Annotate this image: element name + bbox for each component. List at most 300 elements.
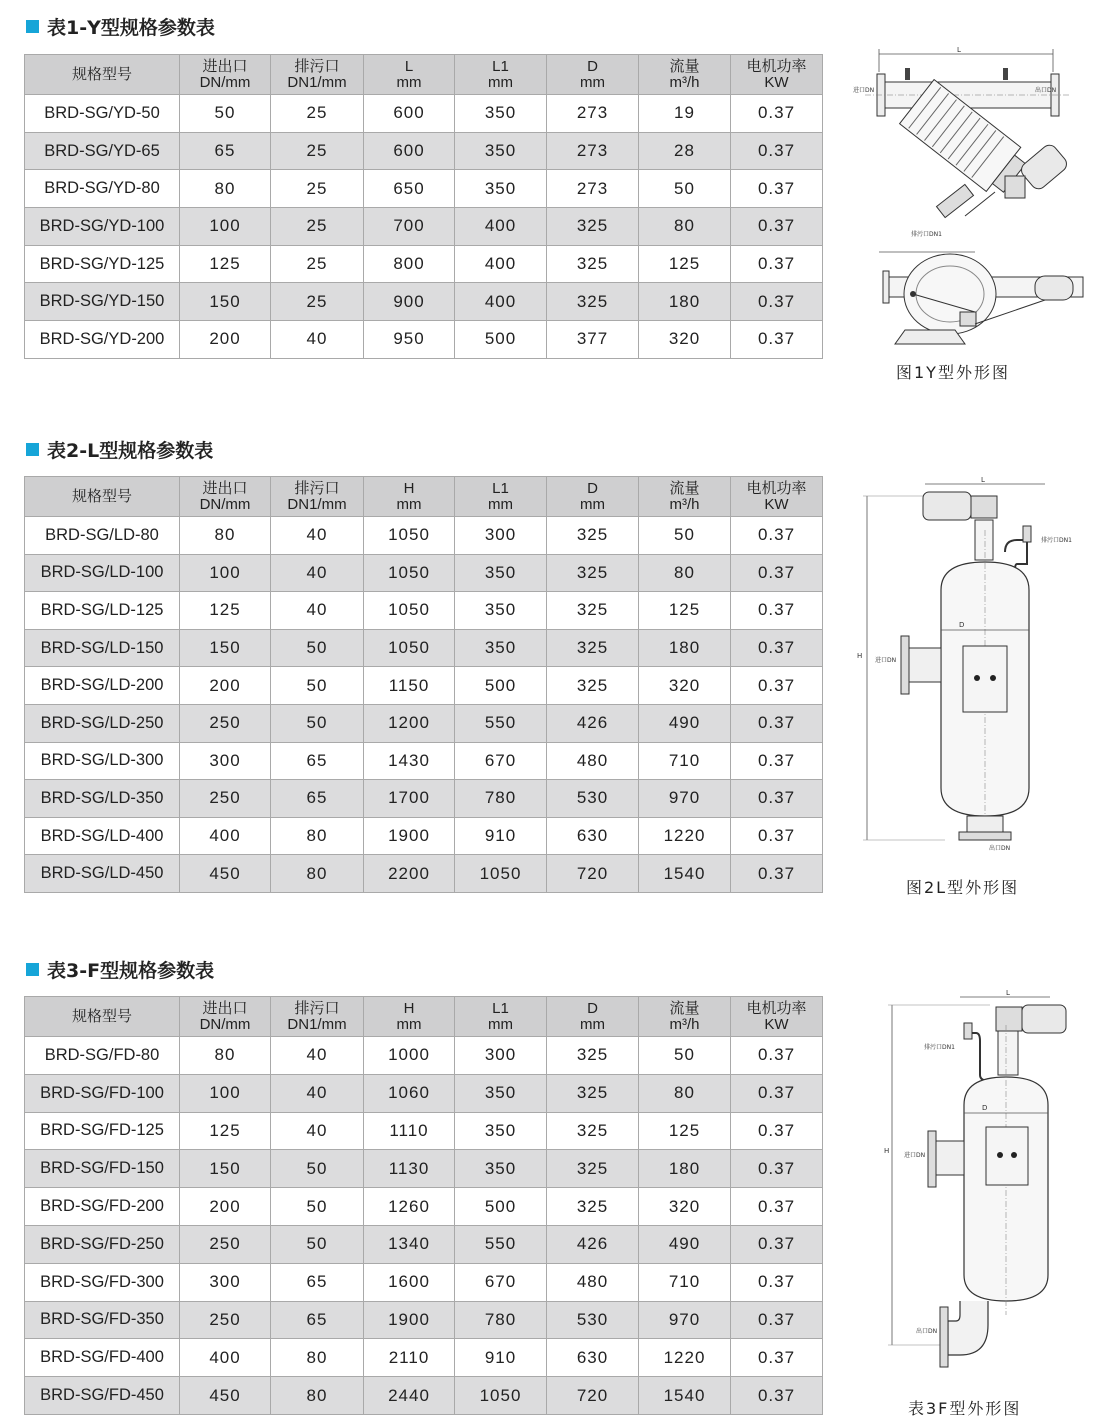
cell-drain-dn1: 25	[271, 170, 364, 208]
table3-header-row	[25, 997, 823, 1037]
table-row	[25, 1377, 823, 1415]
table-row	[25, 132, 823, 170]
table3-title	[26, 956, 214, 983]
cell-diameter: 325	[547, 629, 639, 667]
cell-drain-dn1: 50	[271, 704, 364, 742]
cell-diameter: 720	[547, 855, 639, 893]
header-inlet: 进出口 DN/mm	[180, 997, 271, 1037]
cell-model: BRD-SG/YD-200	[25, 321, 180, 359]
cell-drain-dn1: 50	[271, 629, 364, 667]
cell-length: 1000	[364, 1037, 455, 1075]
cell-diameter: 426	[547, 1225, 639, 1263]
cell-length: 1700	[364, 780, 455, 818]
figure2-l-type-diagram	[855, 470, 1085, 864]
figure2-caption: 图2L型外形图	[906, 878, 1020, 897]
cell-model: BRD-SG/FD-100	[25, 1074, 180, 1112]
table2-header-row	[25, 477, 823, 517]
cell-diameter: 273	[547, 132, 639, 170]
cell-l1: 350	[455, 1112, 547, 1150]
cell-diameter: 720	[547, 1377, 639, 1415]
table-row	[25, 780, 823, 818]
cell-power: 0.37	[731, 742, 823, 780]
header-drain: 排污口 DN1/mm	[271, 55, 364, 95]
cell-model: BRD-SG/LD-125	[25, 592, 180, 630]
cell-length: 1340	[364, 1225, 455, 1263]
table1-title	[26, 13, 215, 40]
cell-flow: 180	[639, 1150, 731, 1188]
cell-flow: 490	[639, 704, 731, 742]
header-power: 电机功率 KW	[731, 997, 823, 1037]
header-model: 规格型号	[25, 477, 180, 517]
cell-flow: 180	[639, 629, 731, 667]
cell-inlet-dn: 450	[180, 1377, 271, 1415]
table-row	[25, 1188, 823, 1226]
cell-l1: 780	[455, 780, 547, 818]
cell-inlet-dn: 80	[180, 170, 271, 208]
cell-flow: 125	[639, 592, 731, 630]
cell-length: 1050	[364, 592, 455, 630]
cell-drain-dn1: 65	[271, 1301, 364, 1339]
table-row	[25, 1150, 823, 1188]
cell-power: 0.37	[731, 592, 823, 630]
table2-title-text: 表2-L型规格参数表	[47, 440, 214, 462]
header-drain: 排污口 DN1/mm	[271, 477, 364, 517]
cell-inlet-dn: 150	[180, 283, 271, 321]
f-dim-D: D	[982, 1104, 988, 1112]
y-dim-L: L	[957, 46, 961, 54]
table2-title	[26, 436, 213, 463]
cell-drain-dn1: 25	[271, 132, 364, 170]
cell-flow: 180	[639, 283, 731, 321]
cell-flow: 125	[639, 245, 731, 283]
table-row	[25, 704, 823, 742]
cell-inlet-dn: 450	[180, 855, 271, 893]
cell-power: 0.37	[731, 170, 823, 208]
header-flow: 流量 m³/h	[639, 477, 731, 517]
table-row	[25, 1074, 823, 1112]
cell-drain-dn1: 40	[271, 1074, 364, 1112]
table-row	[25, 1301, 823, 1339]
cell-diameter: 325	[547, 1074, 639, 1112]
header-inlet: 进出口 DN/mm	[180, 55, 271, 95]
cell-flow: 19	[639, 95, 731, 133]
blue-square-icon	[26, 963, 39, 976]
cell-model: BRD-SG/YD-125	[25, 245, 180, 283]
cell-l1: 350	[455, 1150, 547, 1188]
cell-l1: 350	[455, 132, 547, 170]
cell-inlet-dn: 150	[180, 1150, 271, 1188]
f-dim-H: H	[884, 1147, 890, 1155]
cell-power: 0.37	[731, 667, 823, 705]
header-H: H mm	[364, 477, 455, 517]
header-flow: 流量 m³/h	[639, 55, 731, 95]
cell-length: 1150	[364, 667, 455, 705]
header-D: D mm	[547, 477, 639, 517]
cell-diameter: 325	[547, 667, 639, 705]
cell-l1: 550	[455, 1225, 547, 1263]
cell-length: 1430	[364, 742, 455, 780]
cell-flow: 710	[639, 1263, 731, 1301]
cell-length: 1110	[364, 1112, 455, 1150]
cell-power: 0.37	[731, 1377, 823, 1415]
cell-l1: 1050	[455, 855, 547, 893]
cell-inlet-dn: 80	[180, 517, 271, 555]
cell-flow: 320	[639, 321, 731, 359]
cell-length: 600	[364, 132, 455, 170]
table2-spec-table	[24, 476, 823, 893]
y-label-outlet: 出口DN	[1035, 87, 1057, 94]
cell-diameter: 426	[547, 704, 639, 742]
header-H: H mm	[364, 997, 455, 1037]
l-label-drain: 排污口DN1	[1041, 537, 1072, 544]
cell-diameter: 325	[547, 1112, 639, 1150]
table-row	[25, 95, 823, 133]
cell-l1: 670	[455, 1263, 547, 1301]
cell-model: BRD-SG/YD-150	[25, 283, 180, 321]
cell-model: BRD-SG/LD-80	[25, 517, 180, 555]
cell-power: 0.37	[731, 245, 823, 283]
figure1-y-type-diagram	[845, 44, 1085, 368]
cell-model: BRD-SG/FD-300	[25, 1263, 180, 1301]
cell-diameter: 325	[547, 592, 639, 630]
cell-drain-dn1: 65	[271, 1263, 364, 1301]
cell-model: BRD-SG/YD-65	[25, 132, 180, 170]
header-drain: 排污口 DN1/mm	[271, 997, 364, 1037]
y-label-drain: 排污口DN1	[911, 231, 942, 238]
cell-drain-dn1: 50	[271, 667, 364, 705]
cell-diameter: 325	[547, 283, 639, 321]
cell-power: 0.37	[731, 855, 823, 893]
cell-flow: 80	[639, 208, 731, 246]
cell-l1: 910	[455, 817, 547, 855]
cell-diameter: 377	[547, 321, 639, 359]
table-row	[25, 245, 823, 283]
cell-power: 0.37	[731, 208, 823, 246]
cell-l1: 350	[455, 1074, 547, 1112]
cell-inlet-dn: 400	[180, 1339, 271, 1377]
cell-power: 0.37	[731, 817, 823, 855]
cell-l1: 910	[455, 1339, 547, 1377]
table-row	[25, 517, 823, 555]
cell-model: BRD-SG/LD-300	[25, 742, 180, 780]
table3-spec-table	[24, 996, 823, 1415]
header-inlet: 进出口 DN/mm	[180, 477, 271, 517]
header-L: L mm	[364, 55, 455, 95]
cell-model: BRD-SG/LD-250	[25, 704, 180, 742]
cell-inlet-dn: 250	[180, 1225, 271, 1263]
header-power: 电机功率 KW	[731, 477, 823, 517]
l-dim-H: H	[857, 652, 863, 660]
table-row	[25, 321, 823, 359]
table3-title-text: 表3-F型规格参数表	[47, 960, 215, 982]
cell-diameter: 273	[547, 95, 639, 133]
cell-diameter: 530	[547, 1301, 639, 1339]
table-row	[25, 592, 823, 630]
header-model: 规格型号	[25, 997, 180, 1037]
cell-flow: 50	[639, 517, 731, 555]
table-row	[25, 1263, 823, 1301]
f-dim-L: L	[1006, 989, 1010, 997]
cell-l1: 670	[455, 742, 547, 780]
cell-model: BRD-SG/FD-250	[25, 1225, 180, 1263]
cell-model: BRD-SG/LD-150	[25, 629, 180, 667]
cell-length: 1200	[364, 704, 455, 742]
cell-l1: 350	[455, 592, 547, 630]
cell-drain-dn1: 50	[271, 1188, 364, 1226]
header-L1: L1 mm	[455, 997, 547, 1037]
l-type-drawing	[855, 470, 1085, 860]
cell-drain-dn1: 40	[271, 321, 364, 359]
cell-l1: 500	[455, 321, 547, 359]
cell-l1: 780	[455, 1301, 547, 1339]
cell-inlet-dn: 80	[180, 1037, 271, 1075]
cell-l1: 500	[455, 667, 547, 705]
cell-length: 900	[364, 283, 455, 321]
cell-inlet-dn: 100	[180, 554, 271, 592]
header-model: 规格型号	[25, 55, 180, 95]
cell-length: 2110	[364, 1339, 455, 1377]
l-label-outlet: 出口DN	[989, 845, 1011, 852]
cell-flow: 50	[639, 170, 731, 208]
table-row	[25, 283, 823, 321]
cell-l1: 400	[455, 208, 547, 246]
cell-inlet-dn: 250	[180, 704, 271, 742]
cell-drain-dn1: 40	[271, 592, 364, 630]
cell-model: BRD-SG/YD-80	[25, 170, 180, 208]
cell-inlet-dn: 250	[180, 1301, 271, 1339]
cell-inlet-dn: 150	[180, 629, 271, 667]
cell-flow: 710	[639, 742, 731, 780]
cell-diameter: 325	[547, 208, 639, 246]
cell-power: 0.37	[731, 554, 823, 592]
cell-diameter: 325	[547, 1188, 639, 1226]
cell-flow: 970	[639, 1301, 731, 1339]
cell-drain-dn1: 40	[271, 554, 364, 592]
y-type-drawing	[845, 44, 1085, 364]
cell-inlet-dn: 200	[180, 321, 271, 359]
cell-flow: 490	[639, 1225, 731, 1263]
cell-power: 0.37	[731, 1301, 823, 1339]
table-row	[25, 170, 823, 208]
cell-inlet-dn: 100	[180, 1074, 271, 1112]
f-label-drain: 排污口DN1	[924, 1044, 955, 1051]
cell-power: 0.37	[731, 132, 823, 170]
cell-drain-dn1: 80	[271, 1377, 364, 1415]
cell-inlet-dn: 200	[180, 667, 271, 705]
header-D: D mm	[547, 55, 639, 95]
cell-drain-dn1: 25	[271, 208, 364, 246]
cell-flow: 320	[639, 1188, 731, 1226]
cell-model: BRD-SG/FD-200	[25, 1188, 180, 1226]
blue-square-icon	[26, 443, 39, 456]
cell-drain-dn1: 65	[271, 780, 364, 818]
cell-model: BRD-SG/LD-200	[25, 667, 180, 705]
cell-l1: 1050	[455, 1377, 547, 1415]
table1-spec-table	[24, 54, 823, 359]
cell-model: BRD-SG/LD-400	[25, 817, 180, 855]
cell-model: BRD-SG/LD-100	[25, 554, 180, 592]
cell-length: 800	[364, 245, 455, 283]
cell-length: 650	[364, 170, 455, 208]
table1-header-row	[25, 55, 823, 95]
cell-flow: 320	[639, 667, 731, 705]
table-row	[25, 855, 823, 893]
table-row	[25, 208, 823, 246]
cell-inlet-dn: 100	[180, 208, 271, 246]
cell-l1: 400	[455, 283, 547, 321]
cell-l1: 400	[455, 245, 547, 283]
table-row	[25, 554, 823, 592]
cell-power: 0.37	[731, 1150, 823, 1188]
table-row	[25, 629, 823, 667]
cell-l1: 350	[455, 95, 547, 133]
cell-inlet-dn: 125	[180, 1112, 271, 1150]
cell-length: 1900	[364, 817, 455, 855]
cell-model: BRD-SG/FD-125	[25, 1112, 180, 1150]
cell-length: 1060	[364, 1074, 455, 1112]
cell-power: 0.37	[731, 95, 823, 133]
cell-model: BRD-SG/YD-100	[25, 208, 180, 246]
cell-flow: 125	[639, 1112, 731, 1150]
cell-model: BRD-SG/FD-150	[25, 1150, 180, 1188]
cell-drain-dn1: 25	[271, 283, 364, 321]
cell-length: 700	[364, 208, 455, 246]
cell-diameter: 325	[547, 1037, 639, 1075]
cell-flow: 1220	[639, 817, 731, 855]
cell-power: 0.37	[731, 704, 823, 742]
cell-drain-dn1: 40	[271, 1112, 364, 1150]
cell-inlet-dn: 300	[180, 1263, 271, 1301]
cell-length: 1050	[364, 629, 455, 667]
cell-inlet-dn: 400	[180, 817, 271, 855]
cell-inlet-dn: 200	[180, 1188, 271, 1226]
figure1-caption: 图1Y型外形图	[896, 363, 1010, 382]
header-L1: L1 mm	[455, 55, 547, 95]
cell-drain-dn1: 80	[271, 817, 364, 855]
cell-power: 0.37	[731, 321, 823, 359]
cell-diameter: 480	[547, 742, 639, 780]
cell-inlet-dn: 125	[180, 245, 271, 283]
cell-drain-dn1: 40	[271, 517, 364, 555]
cell-power: 0.37	[731, 1188, 823, 1226]
cell-l1: 350	[455, 554, 547, 592]
figure3-f-type-diagram	[880, 985, 1090, 1389]
cell-length: 1050	[364, 554, 455, 592]
l-dim-D: D	[959, 621, 965, 629]
cell-drain-dn1: 25	[271, 245, 364, 283]
cell-l1: 350	[455, 629, 547, 667]
cell-model: BRD-SG/FD-80	[25, 1037, 180, 1075]
cell-diameter: 530	[547, 780, 639, 818]
cell-l1: 550	[455, 704, 547, 742]
cell-l1: 350	[455, 170, 547, 208]
cell-diameter: 325	[547, 517, 639, 555]
cell-l1: 300	[455, 517, 547, 555]
cell-diameter: 325	[547, 245, 639, 283]
cell-power: 0.37	[731, 1263, 823, 1301]
cell-inlet-dn: 50	[180, 95, 271, 133]
table-row	[25, 1225, 823, 1263]
cell-diameter: 325	[547, 554, 639, 592]
header-D: D mm	[547, 997, 639, 1037]
cell-diameter: 325	[547, 1150, 639, 1188]
cell-drain-dn1: 40	[271, 1037, 364, 1075]
blue-square-icon	[26, 20, 39, 33]
table-row	[25, 1112, 823, 1150]
cell-length: 1900	[364, 1301, 455, 1339]
cell-power: 0.37	[731, 1037, 823, 1075]
cell-flow: 970	[639, 780, 731, 818]
cell-drain-dn1: 25	[271, 95, 364, 133]
table-row	[25, 742, 823, 780]
cell-model: BRD-SG/LD-350	[25, 780, 180, 818]
table-row	[25, 1339, 823, 1377]
cell-inlet-dn: 300	[180, 742, 271, 780]
cell-power: 0.37	[731, 517, 823, 555]
cell-inlet-dn: 125	[180, 592, 271, 630]
cell-length: 1600	[364, 1263, 455, 1301]
cell-flow: 1540	[639, 855, 731, 893]
header-flow: 流量 m³/h	[639, 997, 731, 1037]
table1-title-text: 表1-Y型规格参数表	[47, 17, 215, 39]
f-type-drawing	[880, 985, 1090, 1385]
cell-model: BRD-SG/FD-350	[25, 1301, 180, 1339]
cell-power: 0.37	[731, 780, 823, 818]
cell-drain-dn1: 80	[271, 855, 364, 893]
l-dim-L: L	[981, 476, 985, 484]
cell-length: 1130	[364, 1150, 455, 1188]
table-row	[25, 817, 823, 855]
cell-model: BRD-SG/YD-50	[25, 95, 180, 133]
cell-power: 0.37	[731, 1074, 823, 1112]
cell-power: 0.37	[731, 1339, 823, 1377]
header-L1: L1 mm	[455, 477, 547, 517]
cell-length: 1050	[364, 517, 455, 555]
cell-diameter: 480	[547, 1263, 639, 1301]
table-row	[25, 667, 823, 705]
cell-l1: 500	[455, 1188, 547, 1226]
cell-flow: 1540	[639, 1377, 731, 1415]
table-row	[25, 1037, 823, 1075]
cell-power: 0.37	[731, 283, 823, 321]
y-label-inlet: 进口DN	[853, 87, 875, 94]
cell-drain-dn1: 80	[271, 1339, 364, 1377]
cell-length: 600	[364, 95, 455, 133]
cell-flow: 80	[639, 1074, 731, 1112]
cell-drain-dn1: 50	[271, 1150, 364, 1188]
cell-inlet-dn: 65	[180, 132, 271, 170]
cell-diameter: 630	[547, 817, 639, 855]
cell-model: BRD-SG/LD-450	[25, 855, 180, 893]
f-label-outlet: 出口DN	[916, 1328, 938, 1335]
cell-length: 2200	[364, 855, 455, 893]
f-label-inlet: 进口DN	[904, 1152, 926, 1159]
cell-inlet-dn: 250	[180, 780, 271, 818]
l-label-inlet: 进口DN	[875, 657, 897, 664]
cell-drain-dn1: 50	[271, 1225, 364, 1263]
figure3-caption: 表3F型外形图	[908, 1399, 1022, 1418]
cell-model: BRD-SG/FD-450	[25, 1377, 180, 1415]
cell-diameter: 273	[547, 170, 639, 208]
cell-flow: 80	[639, 554, 731, 592]
cell-diameter: 630	[547, 1339, 639, 1377]
cell-flow: 50	[639, 1037, 731, 1075]
cell-length: 2440	[364, 1377, 455, 1415]
cell-drain-dn1: 65	[271, 742, 364, 780]
cell-flow: 28	[639, 132, 731, 170]
cell-power: 0.37	[731, 629, 823, 667]
cell-length: 1260	[364, 1188, 455, 1226]
